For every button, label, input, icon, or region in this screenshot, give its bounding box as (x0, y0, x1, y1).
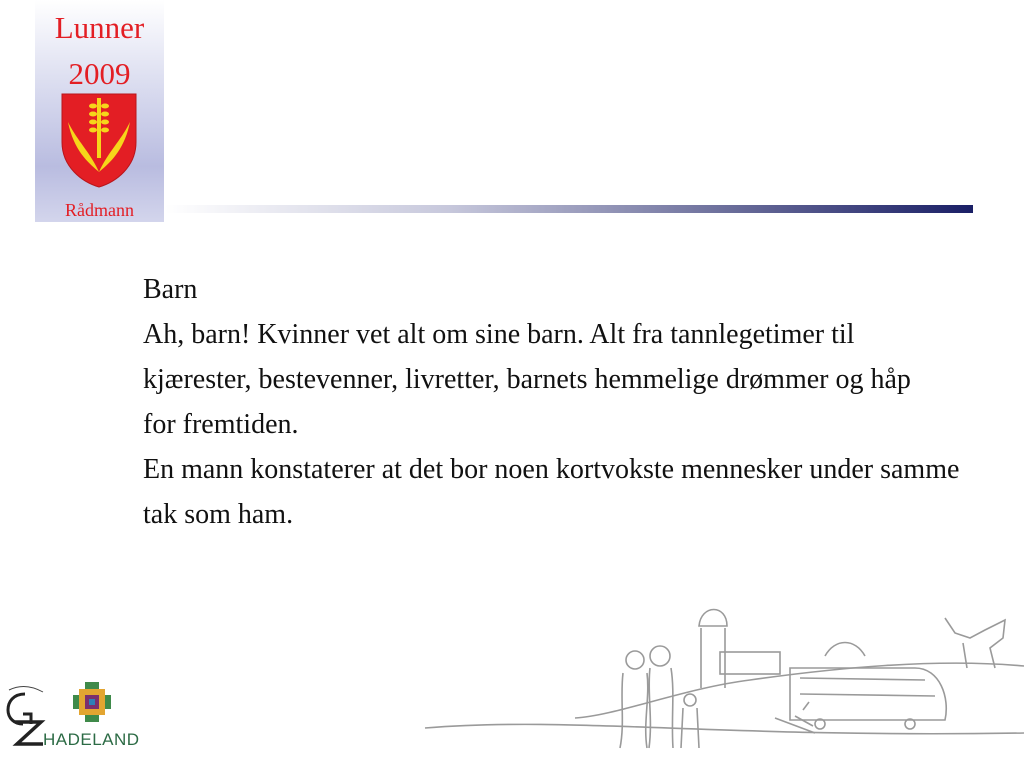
coat-of-arms-icon (60, 92, 138, 188)
hadeland-label: HADELAND (43, 730, 140, 749)
paragraph-5: En mann konstaterer at det bor noen kortvokste mennesker under samme (143, 454, 960, 485)
line-art-illustration (415, 598, 1024, 768)
footer-logos (5, 680, 145, 750)
header-rule (165, 205, 973, 213)
municipality-logo (35, 0, 164, 222)
paragraph-6: tak som ham. (143, 499, 294, 530)
paragraph-3: kjærester, bestevenner, livretter, barnets hemmelige drømmer og håp (143, 364, 911, 395)
hadeland-emblem-icon (73, 682, 111, 722)
paragraph-2: Ah, barn! Kvinner vet alt om sine barn. Alt fra tannlegetimer til (143, 319, 855, 350)
logo-title-line1: Lunner (54, 10, 145, 45)
logo-title-line2: 2009 (68, 56, 131, 91)
slide-body (143, 272, 963, 542)
paragraph-1: Barn (143, 274, 198, 305)
paragraph-4: for fremtiden. (143, 409, 299, 440)
logo-subtitle: Rådmann (65, 200, 134, 220)
